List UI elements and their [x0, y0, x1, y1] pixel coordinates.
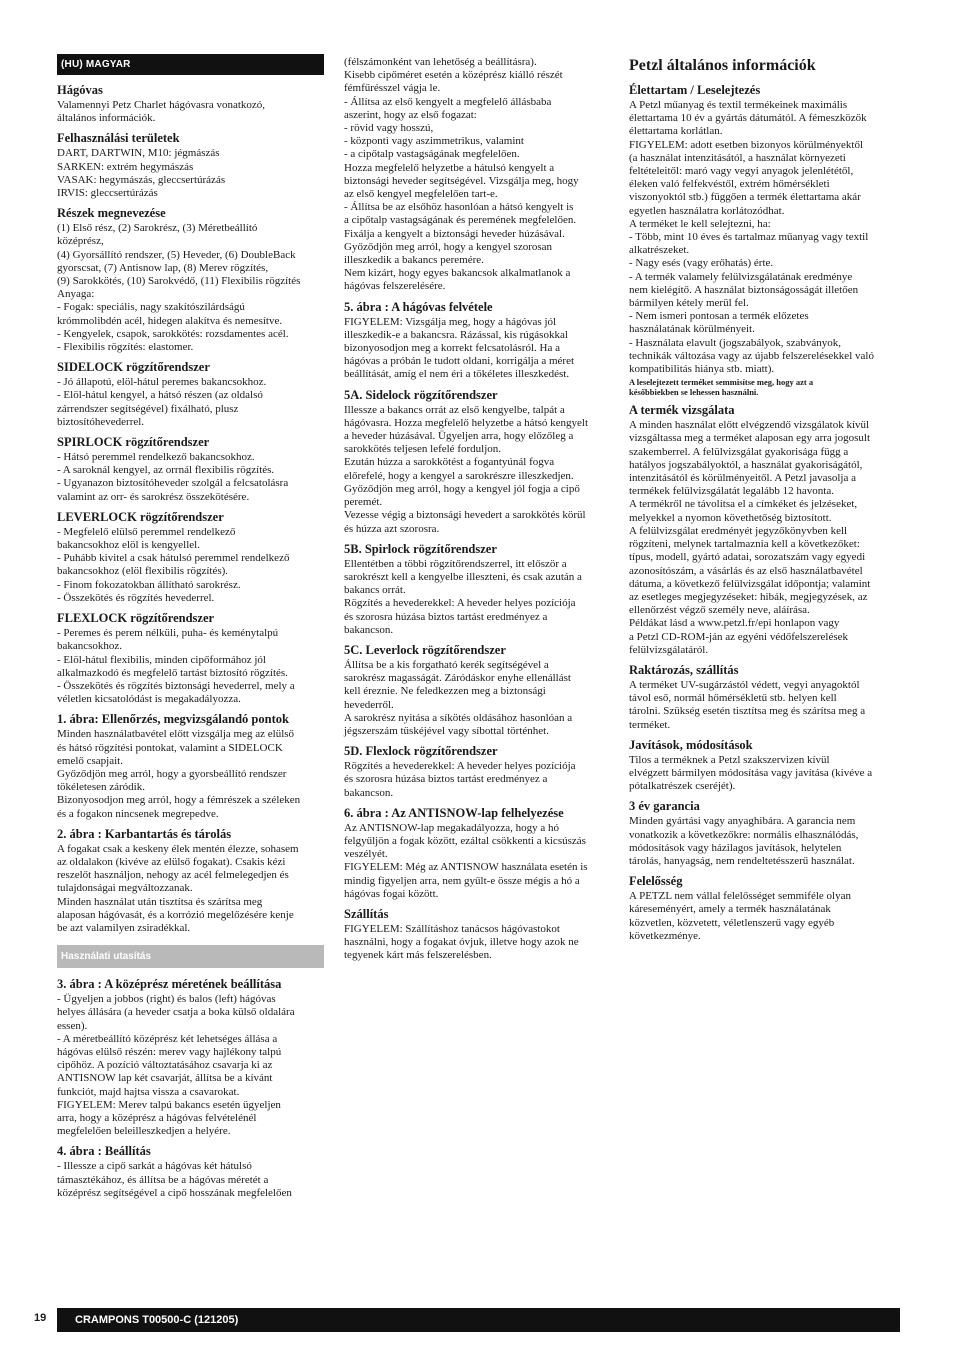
section-title: 6. ábra : Az ANTISNOW-lap felhelyezése	[344, 805, 564, 820]
section-text: Az ANTISNOW-lap megakadályozza, hogy a hó felgyűljön a fogak között, ezáltal csökkenti a kicsúszás veszélyét. FIGYELEM: Még az ANTISNOW használata esetén is mindig figyeljen arra, nem gyűlt-e össze mégis a hó a hágóvas fogai között.	[344, 821, 588, 900]
section-title: 1. ábra: Ellenőrzés, megvizsgálandó pontok	[57, 712, 289, 727]
section-title: 5B. Spirlock rögzítőrendszer	[344, 541, 497, 556]
language-header: (HU) MAGYAR	[57, 54, 324, 75]
section-title: SIDELOCK rögzítőrendszer	[57, 360, 210, 375]
section-text: A minden használat előtt elvégzendő vizsgálatok kívül vizsgáltassa meg a terméket alaposan egy arra jogosult szakemberrel. A felülvizsgálat gyakorisága függ a hatályos jogszabályoktól, a használat gyakoriságától, intenzitásától és körülményeitől. A Petzl javasolja a termékek felülvizsgálatát legalább 12 havonta. A termékről ne távolítsa el a címkéket és jelzéseket, melyekkel a nyomon követhetőség biztosított. A felülvizsgálat eredményét jegyzőkönyvben kell rögzíteni, melynek tartalmaznia kell a következőket: típus, modell, gyártó adatai, sorozatszám vagy egyedi azonosítószám, a vásárlás és az első használatbavétel dátuma, a következő felülvizsgálat időpontja; valamint az esetleges megjegyzéseket: hibák, megjegyzések, az ellenőrzést végző személy neve, aláírása. Példákat lásd a www.petzl.fr/epi honlapon vagy a Petzl CD-ROM-ján az egyéni védőfelszerelések felülvizsgálatáról.	[629, 419, 871, 656]
section-title: 5C. Leverlock rögzítőrendszer	[344, 642, 506, 657]
section-text: Ellentétben a többi rögzítőrendszerrel, itt először a sarokrészt kell a kengyelbe illeszteni, és csak azután a bakancs orrát. Rögzítés a hevederekkel: A heveder helyes pozíciója és szorosra húzása biztos tartást eredményez a bakancson.	[344, 557, 582, 636]
section-title: 2. ábra : Karbantartás és tárolás	[57, 826, 232, 841]
column-2	[344, 56, 610, 963]
section-title: Felelősség	[629, 874, 683, 889]
section-title: SPIRLOCK rögzítőrendszer	[57, 435, 210, 450]
section-title: 3. ábra : A középrész méretének beállítása	[57, 977, 282, 992]
column-1	[57, 54, 324, 1200]
section-text: Valamennyi Petz Charlet hágóvasra vonatkozó, általános információk.	[57, 99, 266, 125]
section-title: Felhasználási területek	[57, 131, 180, 146]
page-title: Petzl általános információk	[629, 57, 816, 74]
section-text: FIGYELEM: Szállításhoz tanácsos hágóvastokot használni, hogy a fogakat óvjuk, illetve hogy azok ne tegyenek kárt más felszerelésben.	[344, 922, 579, 962]
section-text: A PETZL nem vállal felelősséget semmiféle olyan káreseményért, amely a termék használatának közvetlen, közvetett, véletlenszerű vagy egyéb következménye.	[629, 890, 851, 942]
section-text: Minden gyártási vagy anyaghibára. A garancia nem vonatkozik a következőkre: normális elhasználódás, módosítások vagy házilagos javítások, helytelen tárolás, hanyagság, nem rendeltetésszerű használat.	[629, 815, 859, 867]
section-title: 5D. Flexlock rögzítőrendszer	[344, 744, 498, 759]
section-text: - Megfelelő elülső peremmel rendelkező bakancsokhoz elöl is kengyellel. - Puhább kivitel a csak hátulsó peremmel rendelkező bakancsokhoz (elöl flexibilis rögzítés). - Finom fokozatokban állítható sarokrész. - Összekötés és rögzítés hevederrel.	[57, 525, 290, 604]
section-text: A Petzl műanyag és textil termékeinek maximális élettartama 10 év a gyártás dátumától. A fémeszközök élettartama korlátlan. FIGYELEM: adott esetben bizonyos körülményektől (a használat intenzitásától, a használat környezeti feltételeitől: maró vagy vegyi anyagok jelenlététől, éleken való felfekvéstől, extrém hőmérsékleti viszonyoktól stb.) függően a termék élettartama akár egyetlen használatra korlátozódhat. A terméket le kell selejtezni, ha: - Több, mint 10 éves és tartalmaz műanyag vagy textil alkatrészeket. - Nagy esés (vagy erőhatás) érte. - A termék valamely felülvizsgálatának eredménye nem kielégítő. A használat biztonságosságát illetően bármilyen kétely merül fel. - Nem ismeri pontosan a termék előzetes használatának körülményeit. - Használata elavult (jogszabályok, szabványok, technikák változása vagy az újabb felszerelésekkel való kompatibilitás hiánya stb. miatt).	[629, 99, 874, 376]
section-text: - Ügyeljen a jobbos (right) és balos (left) hágóvas helyes állására (a heveder csatja a boka külső oldalára essen). - A méretbeállító középrész két lehetséges állása a hágóvas elülső részén: merev vagy hajlékony talpú cipőhöz. A pozíció változtatásához csavarja ki az ANTISNOW lap két csavarját, állítsa be a kívánt funkciót, majd hajtsa vissza a csavarokat. FIGYELEM: Merev talpú bakancs esetén ügyeljen arra, hogy a középrész a hágóvas felvételénél megfelelően beleilleszkedjen a helyére.	[57, 993, 295, 1138]
section-text: - Illessze a cipő sarkát a hágóvas két hátulsó támasztékához, és állítsa be a hágóvas méretét a középrész segítségével a cipő hosszának megfelelően	[57, 1160, 292, 1199]
section-text: A terméket UV-sugárzástól védett, vegyi anyagoktól távol eső, normál hőmérsékletű stb. helyen kell tárolni. Szükség esetén tisztítsa meg és szárítsa meg a terméket.	[629, 678, 866, 731]
section-title: Javítások, módosítások	[629, 737, 753, 752]
section-title: LEVERLOCK rögzítőrendszer	[57, 509, 224, 524]
disposal-note: A leselejtezett terméket semmisítse meg, hogy azt a későbbiekben se lehessen használni.	[629, 377, 814, 398]
section-title: A termék vizsgálata	[629, 403, 735, 418]
section-text: (1) Első rész, (2) Sarokrész, (3) Méretbeállító középrész, (4) Gyorsállító rendszer, (5) Heveder, (6) DoubleBack gyorscsat, (7) Antisnow lap, (8) Merev rögzítés, (9) Sarokkötés, (10) Sarokvédő, (11) Flexibilis rögzítés Anyaga: - Fogak: speciális, nagy szakítószilárdságú krómmolibdén acél, hidegen alakítva és nemesítve. - Kengyelek, csapok, sarokkötés: rozsdamentes acél. - Flexibilis rögzítés: elastomer.	[57, 222, 301, 354]
section-text: DART, DARTWIN, M10: jégmászás SARKEN: extrém hegymászás VASAK: hegymászás, gleccsertúrázás IRVIS: gleccsertúrázás	[57, 147, 226, 200]
section-title: Szállítás	[344, 906, 389, 921]
column-3	[629, 54, 897, 943]
section-text: Állítsa be a kis forgatható kerék segítségével a sarokrész magasságát. Záródáskor enyhe ellenállást kell éreznie. Ne feledkezzen meg a biztonsági hevederről. A sarokrész nyitása a síkötés oldásához hasonlóan a jégszerszám tüskéjével vagy síbottal történhet.	[344, 658, 573, 737]
section-text: Tilos a terméknek a Petzl szakszervizen kívül elvégzett bármilyen módosítása vagy javítása (kivéve a pótalkatrészek cseréjét).	[629, 753, 873, 793]
section-text: Rögzítés a hevederekkel: A heveder helyes pozíciója és szorosra húzása biztos tartást eredményez a bakancson.	[344, 760, 576, 799]
section-title: Raktározás, szállítás	[629, 662, 739, 677]
section-text: - Peremes és perem nélküli, puha- és keménytalpú bakancsokhoz. - Elöl-hátul flexibilis, minden cipőformához jól alkalmazkodó és megfelelő tartást biztosító rögzítés. - Összekötés és rögzítés biztonsági hevederrel, mely a véletlen kicsatolódást is megakadályozza.	[57, 627, 295, 706]
section-title: 5. ábra : A hágóvas felvétele	[344, 299, 493, 314]
section-text: - Hátsó peremmel rendelkező bakancsokhoz. - A saroknál kengyel, az orrnál flexibilis rögzítés. - Ugyanazon biztosítóheveder szolgál a felcsatolásra valamint az orr- és sarokrész összekötésére.	[57, 451, 289, 503]
section-title: Hágóvas	[57, 83, 103, 97]
section-text: Minden használatbavétel előtt vizsgálja meg az elülső és hátsó rögzítési pontokat, valamint a SIDELOCK emelő csapjait. Győződjön meg arról, hogy a gyorsbeállító rendszer tökéletesen záródik. Bizonyosodjon meg arról, hogy a fémrészek a széleken és a fogakon nincsenek megrepedve.	[57, 728, 301, 820]
footer-bar: CRAMPONS T00500-C (121205)	[57, 1308, 900, 1332]
section-title: Élettartam / Leselejtezés	[629, 83, 761, 97]
page-number: 19	[34, 1312, 47, 1324]
section-title: 3 év garancia	[629, 799, 700, 814]
section-text: (félszámonként van lehetőség a beállításra). Kisebb cipőméret esetén a középrész kiálló részét fémfűrésszel vágja le. - Állítsa az első kengyelt a megfelelő állásbaba aszerint, hogy az első fogazat: - rövid vagy hosszú, - központi vagy aszimmetrikus, valamint - a cipőtalp vastagságának megfelelően. Hozza megfelelő helyzetbe a hátulsó kengyelt a biztonsági heveder segítségével. Vizsgálja meg, hogy az első kengyel megfelelően tart-e. - Állítsa be az elsőhöz hasonlóan a hátsó kengyelt is a cipőtalp vastagságának és peremének megfelelően. Fixálja a kengyelt a biztonsági heveder húzásával. Győződjön meg arról, hogy a kengyel szorosan illeszkedik a bakancs peremére. Nem kizárt, hogy egyes bakancsok alkalmatlanok a hágóvas felszerelésére.	[344, 56, 579, 293]
section-text: - Jó állapotú, elöl-hátul peremes bakancsokhoz. - Elöl-hátul kengyel, a hátsó részen (az oldalsó zárrendszer segítségével) fixálható, plusz biztosítóhevederrel.	[57, 376, 267, 428]
section-text: FIGYELEM: Vizsgálja meg, hogy a hágóvas jól illeszkedik-e a bakancsra. Rázással, kis rúgásokkal bizonyosodjon meg a korrekt felcsatolásról. Ha a hágóvas a próbán le tudott oldani, korrigálja a méret beállítását, amíg el nem éri a tökéletes illeszkedést.	[344, 315, 575, 381]
section-text: A fogakat csak a keskeny élek mentén élezze, sohasem az oldalakon (kivéve az elülső fogakat). Csakis kézi reszelőt használjon, nehogy az acél felmelegedjen és tulajdonságai megváltozzanak. Minden használat után tisztítsa és szárítsa meg alaposan hágóvasát, és a korrózió megelőzésére kenje be azt valamilyen zsiradékkal.	[57, 842, 299, 934]
section-title: 5A. Sidelock rögzítőrendszer	[344, 387, 498, 402]
section-title: 4. ábra : Beállítás	[57, 1144, 151, 1159]
instructions-header: Használati utasítás	[57, 945, 324, 968]
section-text: Illessze a bakancs orrát az első kengyelbe, talpát a hágóvasra. Hozza megfelelő helyzetbe a hátsó kengyelt a heveder húzásával. Ügyeljen arra, hogy előzőleg a sarokkötés teljesen lefelé forduljon. Ezután húzza a sarokkötést a fogantyúnál fogva előrefelé, hogy a kengyel a sarokrészre illeszkedjen. Győződjön meg arról, hogy a kengyel jól fogja a cipő peremét. Vezesse végig a biztonsági hevedert a sarokkötés körül és húzza azt szorosra.	[344, 403, 589, 535]
section-title: FLEXLOCK rögzítőrendszer	[57, 611, 215, 626]
section-title: Részek megnevezése	[57, 206, 166, 221]
